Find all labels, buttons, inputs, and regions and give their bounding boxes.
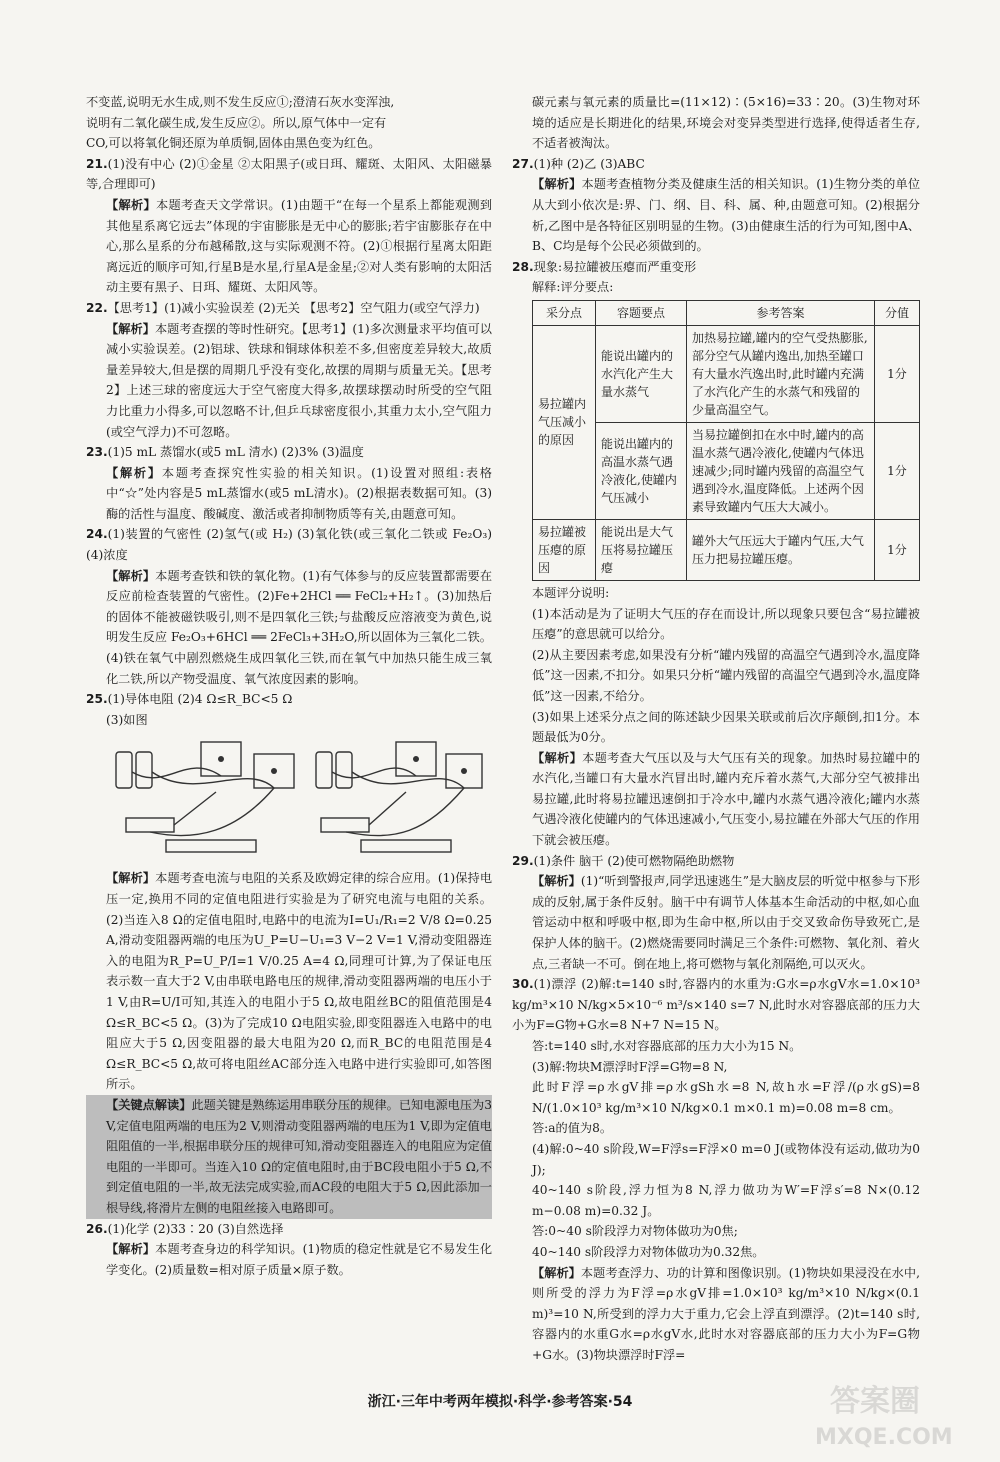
table-cell: 1分 [875, 422, 920, 519]
table-header-cell: 分值 [875, 300, 920, 325]
table-cell: 罐外大气压远大于罐内气压,大气压力把易拉罐压瘪。 [687, 519, 875, 580]
solution-line: 此时F浮=ρ水gV排=ρ水gSh水=8 N,故h水=F浮/(ρ水gS)=8 N/(1.0×10³ kg/m³×10 N/kg×0.1 m×0.1 m)=0.08 m=8 cm。 [532, 1080, 920, 1115]
table-cell: 当易拉罐倒扣在水中时,罐内的高温水蒸气遇冷液化,使罐内气体迅速减少;同时罐内残留的高温空气遇到冷水,温度降低。上述两个因素导致罐内气压大大减小。 [687, 422, 875, 519]
question-30-analysis: 【解析】本题考查浮力、功的计算和图像识别。(1)物块如果浸没在水中,则所受的浮力为F浮=ρ水gV排=1.0×10³ kg/m³×10 N/kg×(0.1 m)³=10 N,所受到的浮力大于重力,它会上浮直到漂浮。(2)t=140 s时,容器内的水重G水=ρ水gV水,此时水对容器底部的压力大小为F=G物+G水。(3)物块漂浮时F浮= [532, 1265, 921, 1362]
right-column [512, 92, 920, 1366]
table-cell: 加热易拉罐,罐内的空气受热膨胀,部分空气从罐内逸出,加热至罐口有大量水汽逸出时,此时罐内充满了水汽化产生的水蒸气和残留的少量高温空气。 [687, 325, 875, 422]
table-cell: 1分 [875, 325, 920, 422]
question-26-continued: 碳元素与氧元素的质量比=(11×12)∶(5×16)=33∶20。(3)生物对环境的适应是长期进化的结果,环境会对变异类型进行选择,使得适者生存,不适者被淘汰。 [532, 95, 920, 151]
solution-line: 答:t=140 s时,水对容器底部的压力大小为15 N。 [532, 1039, 802, 1053]
question-29-answer: 29.(1)条件 脑干 (2)使可燃物隔绝助燃物 [512, 853, 735, 868]
scoring-note: (3)如果上述采分点之间的陈述缺少因果关联或前后次序颠倒,扣1分。本题最低为0分。 [532, 709, 920, 745]
solution-line: (3)解:物块M漂浮时F浮=G物=8 N, [532, 1059, 728, 1074]
scoring-note: 本题评分说明: [532, 585, 610, 600]
table-header-cell: 采分点 [533, 300, 596, 325]
question-21-answer: 21.(1)没有中心 (2)①金星 ②太阳黑子(或日珥、耀斑、太阳风、太阳磁暴等,合理即可) [86, 156, 492, 192]
question-25-analysis: 【解析】本题考查电流与电阻的关系及欧姆定律的综合应用。(1)保持电压一定,换用不同的定值电阻进行实验是为了研究电流与电阻的关系。(2)当连入8 Ω的定值电阻时,电路中的电流为I=U₁/R₁=2 V/8 Ω=0.25 A,滑动变阻器两端的电压为U_P=U−U₁=3 V−2 V=1 V,滑动变阻器连入的电阻为R_P=U_P/I=1 V/0.25 A=4 Ω,同理可计算,为了保证电压表示数一直大于2 V,由串联电路电压的规律,滑动变阻器两端的电压小于1 V,由R=U/I可知,其连入的电阻小于5 Ω,故电阻丝BC的阻值范围是4 Ω≤R_BC<5 Ω。(3)为了完成10 Ω电阻实验,即变阻器连入电路中的电阻应大于5 Ω,因变阻器的最大电阻为20 Ω,而R_BC的电阻范围是4 Ω≤R_BC<5 Ω,故可将电阻丝AC部分连入电路中进行实验即可,如答图所示。 [106, 871, 493, 1092]
table-cell: 易拉罐内气压减小的原因 [533, 325, 596, 519]
question-24-analysis: 【解析】本题考查铁和铁的氧化物。(1)有气体参与的反应装置都需要在反应前检查装置的气密性。(2)Fe+2HCl ══ FeCl₂+H₂↑。(3)加热后的固体不能被磁铁吸引,则不是四氧化三铁;与盐酸反应溶液变为黄色,说明发生反应 Fe₂O₃+6HCl ══ 2FeCl₃+3H₂O,所以固体为三氧化二铁。(4)铁在氧气中剧烈燃烧生成四氧化三铁,而在氧气中加热只能生成三氧化二铁,所以产物受温度、氧气浓度因素的影响。 [106, 568, 493, 686]
question-27-analysis: 【解析】本题考查植物分类及健康生活的相关知识。(1)生物分类的单位从大到小依次是:界、门、纲、目、科、属、种,由题意可知。(2)根据分析,乙图中是各特征区别明显的生物。(3)由健康生活的行为可知,图中A、B、C均是每个公民必须做到的。 [532, 177, 921, 254]
solution-line: 答:0~40 s阶段浮力对物体做功为0焦; [532, 1224, 738, 1239]
table-header-cell: 容题要点 [596, 300, 687, 325]
table-cell: 能说出罐内的水汽化产生大量水蒸气 [596, 325, 687, 422]
question-21-analysis: 【解析】本题考查天文学常识。(1)由题干“在每一个星系上都能观测到其他星系离它远去”体现的宇宙膨胀是无中心的膨胀;若宇宙膨胀存在中心,那么星系的分布越稀散,这与实际观测不符。(2)①根据行星离太阳距离远近的顺序可知,行星B是水星,行星A是金星;②对人类有影响的太阳活动主要有黑子、日珥、耀斑、太阳风等。 [106, 197, 493, 295]
question-28-sub: 解释:评分要点: [532, 280, 614, 295]
table-cell: 易拉罐被压瘪的原因 [533, 519, 596, 580]
question-22-answer: 22.【思考1】(1)减小实验误差 (2)无关 【思考2】空气阻力(或空气浮力) [86, 300, 480, 315]
table-cell: 能说出是大气压将易拉罐压瘪 [596, 519, 687, 580]
question-26-analysis: 【解析】本题考查身边的科学知识。(1)物质的稳定性就是它不易发生化学变化。(2)质量数=相对原子质量×原子数。 [106, 1242, 493, 1277]
table-cell: 1分 [875, 519, 920, 580]
question-25-key-point: 【关键点解读】此题关键是熟练运用串联分压的规律。已知电源电压为3 V,定值电阻两端的电压为2 V,则滑动变阻器两端的电压为1 V,即为定值电阻阻值的一半,根据串联分压的规律可知,滑动变阻器连入的电阻应为定值电阻的一半即可。当连入10 Ω的定值电阻时,由于BC段电阻小于5 Ω,不到定值电阻的一半,故无法完成实验,而AC段的电阻大于5 Ω,因此添加一根导线,将滑片左侧的电阻丝接入电路即可。 [86, 1095, 492, 1219]
solution-line: 40~140 s阶段浮力对物体做功为0.32焦。 [532, 1244, 765, 1259]
carry-line: CO,可以将氧化铜还原为单质铜,固体由黑色变为红色。 [86, 136, 381, 151]
question-25-answer: 25.(1)导体电阻 (2)4 Ω≤R_BC<5 Ω [86, 692, 293, 707]
question-24-answer: 24.(1)装置的气密性 (2)氢气(或 H₂) (3)氧化铁(或三氧化二铁或 Fe₂O₃) (4)浓度 [86, 527, 492, 563]
solution-line: (4)解:0~40 s阶段,W=F浮s=F浮×0 m=0 J(或物体没有运动,做功为0 J); [532, 1141, 920, 1177]
question-28-analysis: 【解析】本题考查大气压以及与大气压有关的现象。加热时易拉罐中的水汽化,当罐口有大量水汽冒出时,罐内充斥着水蒸气,大部分空气被排出易拉罐,此时将易拉罐迅速倒扣于冷水中,罐内水蒸气遇冷液化;罐内水蒸气遇冷液化使罐内的气体迅速减小,气压变小,易拉罐在外部大气压的作用下就会被压瘪。 [532, 750, 921, 848]
question-22-analysis: 【解析】本题考查摆的等时性研究。【思考1】(1)多次测量求平均值可以减小实验误差。(2)铝球、铁球和铜球体积差不多,但密度差异较大,故质量差异较大,但是摆的周期几乎没有变化,故摆的周期与质量无关。【思考2】上述三球的密度远大于空气密度大得多,故摆球摆动时所受的空气阻力比重力小得多,可以忽略不计,但乒乓球密度很小,其重力太小,空气阻力(或空气浮力)不可忽略。 [106, 321, 492, 439]
grading-table [532, 300, 920, 581]
question-28-answer: 28.现象:易拉罐被压瘪而严重变形 [512, 259, 697, 274]
solution-line: 答:a的值为8。 [532, 1121, 613, 1136]
watermark-logo: MXQE.COM [815, 1425, 953, 1450]
question-23-analysis: 【解析】本题考查探究性实验的相关知识。(1)设置对照组:表格中“☆”处内容是5 mL蒸馏水(或5 mL清水)。(2)根据表数据可知。(3)酶的活性与温度、酸碱度、激活或者抑制物质等有关,由题意可知。 [106, 465, 492, 521]
table-cell: 能说出罐内的高温水蒸气遇冷液化,使罐内气压减小 [596, 422, 687, 519]
scoring-note: (2)从主要因素考虑,如果没有分析“罐内残留的高温空气遇到冷水,温度降低”这一因素,不扣分。如果只分析“罐内残留的高温空气遇到冷水,温度降低”这一因素,不给分。 [532, 647, 920, 703]
table-row [533, 325, 920, 422]
table-header-cell: 参考答案 [687, 300, 875, 325]
left-column [86, 92, 492, 1280]
question-29-analysis: 【解析】(1)“听到警报声,同学迅速逃生”是大脑皮层的听觉中枢参与下形成的反射,属于条件反射。脑干中有调节人体基本生命活动的中枢,如心血管运动中枢和呼吸中枢,即为生命中枢,所以由于交叉致命伤导致死亡,是保护人体的脑干。(2)燃烧需要同时满足三个条件:可燃物、氧化剂、着火点,三者缺一不可。倒在地上,将可燃物与氧化剂隔绝,可以灭火。 [532, 874, 920, 971]
solution-line: 40~140 s阶段,浮力恒为8 N,浮力做功为W′=F浮s′=8 N×(0.12 m−0.08 m)=0.32 J。 [532, 1183, 920, 1218]
page-footer: 浙江·三年中考两年模拟·科学·参考答案·54 [367, 1394, 633, 1410]
table-header-row [533, 300, 920, 325]
carry-line: 说明有二氧化碳生成,发生反应②。所以,原气体中一定有 [86, 115, 387, 130]
question-26-answer: 26.(1)化学 (2)33∶20 (3)自然选择 [86, 1221, 284, 1236]
watermark-logo: 答案圈 [830, 1384, 920, 1419]
table-row [533, 519, 920, 580]
circuit-figure [106, 732, 492, 864]
carry-line: 不变蓝,说明无水生成,则不发生反应①;澄清石灰水变浑浊, [86, 95, 395, 109]
question-27-answer: 27.(1)种 (2)乙 (3)ABC [512, 156, 645, 171]
circuit-diagram-image [106, 732, 486, 864]
question-30-answer: 30.(1)漂浮 (2)解:t=140 s时,容器内的水重为:G水=ρ水gV水=1.0×10³ kg/m³×10 N/kg×5×10⁻⁶ m³/s×140 s=7 N,此时水对容器底部的压力大小为F=G物+G水=8 N+7 N=15 N。 [512, 977, 920, 1033]
scoring-note: (1)本活动是为了证明大气压的存在而设计,所以现象只要包含“易拉罐被压瘪”的意思就可以给分。 [532, 606, 920, 642]
question-23-answer: 23.(1)5 mL 蒸馏水(或5 mL 清水) (2)3% (3)温度 [86, 445, 364, 460]
question-25-figure-label: (3)如图 [106, 712, 148, 727]
